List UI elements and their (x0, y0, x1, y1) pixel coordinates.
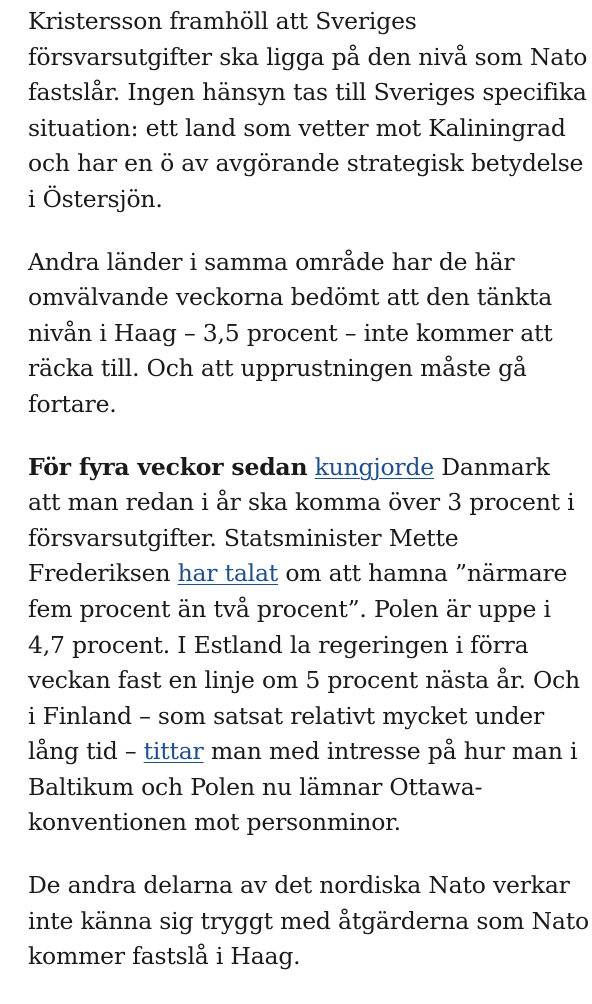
text-fragment: om att hamna ”närmare (278, 559, 568, 588)
text-fragment: Frederiksen (28, 559, 178, 588)
paragraph-4 (28, 868, 589, 975)
text-line: i Finland – som satsat relativt mycket under (28, 701, 545, 730)
link-har-talat[interactable]: har talat (177, 559, 279, 588)
article-body (0, 4, 592, 975)
text-line: Kristersson framhöll att Sveriges (28, 7, 417, 35)
text-line: försvarsutgifter ska ligga på den nivå som Nato (28, 42, 588, 71)
text-line: 4,7 procent. I Estland la regeringen i förra (28, 630, 529, 659)
paragraph-2 (28, 245, 568, 423)
text-line: situation: ett land som vetter mot Kaliningrad (28, 113, 566, 142)
text-line: fem procent än två procent”. Polen är uppe i (28, 594, 551, 623)
text-line (28, 734, 578, 770)
text-fragment: lång tid – (28, 737, 144, 766)
text-line (28, 450, 568, 486)
text-line: i Östersjön. (28, 184, 163, 213)
text-line: och har en ö av avgörande strategisk betydelse (28, 149, 584, 178)
text-line: veckan fast en linje om 5 procent nästa år. Och (28, 666, 580, 695)
paragraph-1 (28, 4, 588, 218)
text-line: Andra länder i samma område har de här (28, 247, 515, 276)
link-kungjorde[interactable]: kungjorde (314, 452, 435, 481)
text-line: inte känna sig tryggt med åtgärderna som Nato (28, 906, 589, 935)
link-tittar[interactable]: tittar (143, 737, 204, 766)
text-line: fastslår. Ingen hänsyn tas till Sveriges specifika (28, 78, 587, 107)
text-line: fortare. (28, 389, 117, 418)
text-line: räcka till. Och att upprustningen måste gå (28, 354, 527, 383)
text-line: omvälvande veckorna bedömt att den tänkta (28, 283, 553, 312)
text-fragment: Danmark (434, 452, 550, 481)
text-line: De andra delarna av det nordiska Nato verkar (28, 871, 570, 900)
paragraph-3 (28, 450, 580, 842)
text-line: nivån i Haag – 3,5 procent – inte kommer att (28, 318, 553, 347)
paragraph-lead: För fyra veckor sedan (28, 452, 308, 481)
text-line: kommer fastslå i Haag. (28, 942, 301, 971)
text-line: att man redan i år ska komma över 3 procent i (28, 488, 575, 517)
text-line (28, 556, 568, 592)
text-line: försvarsutgifter. Statsminister Mette (28, 523, 459, 552)
text-line: Baltikum och Polen nu lämnar Ottawa- (28, 772, 483, 801)
text-fragment: man med intresse på hur man i (203, 737, 578, 766)
text-line: konventionen mot personminor. (28, 808, 401, 837)
